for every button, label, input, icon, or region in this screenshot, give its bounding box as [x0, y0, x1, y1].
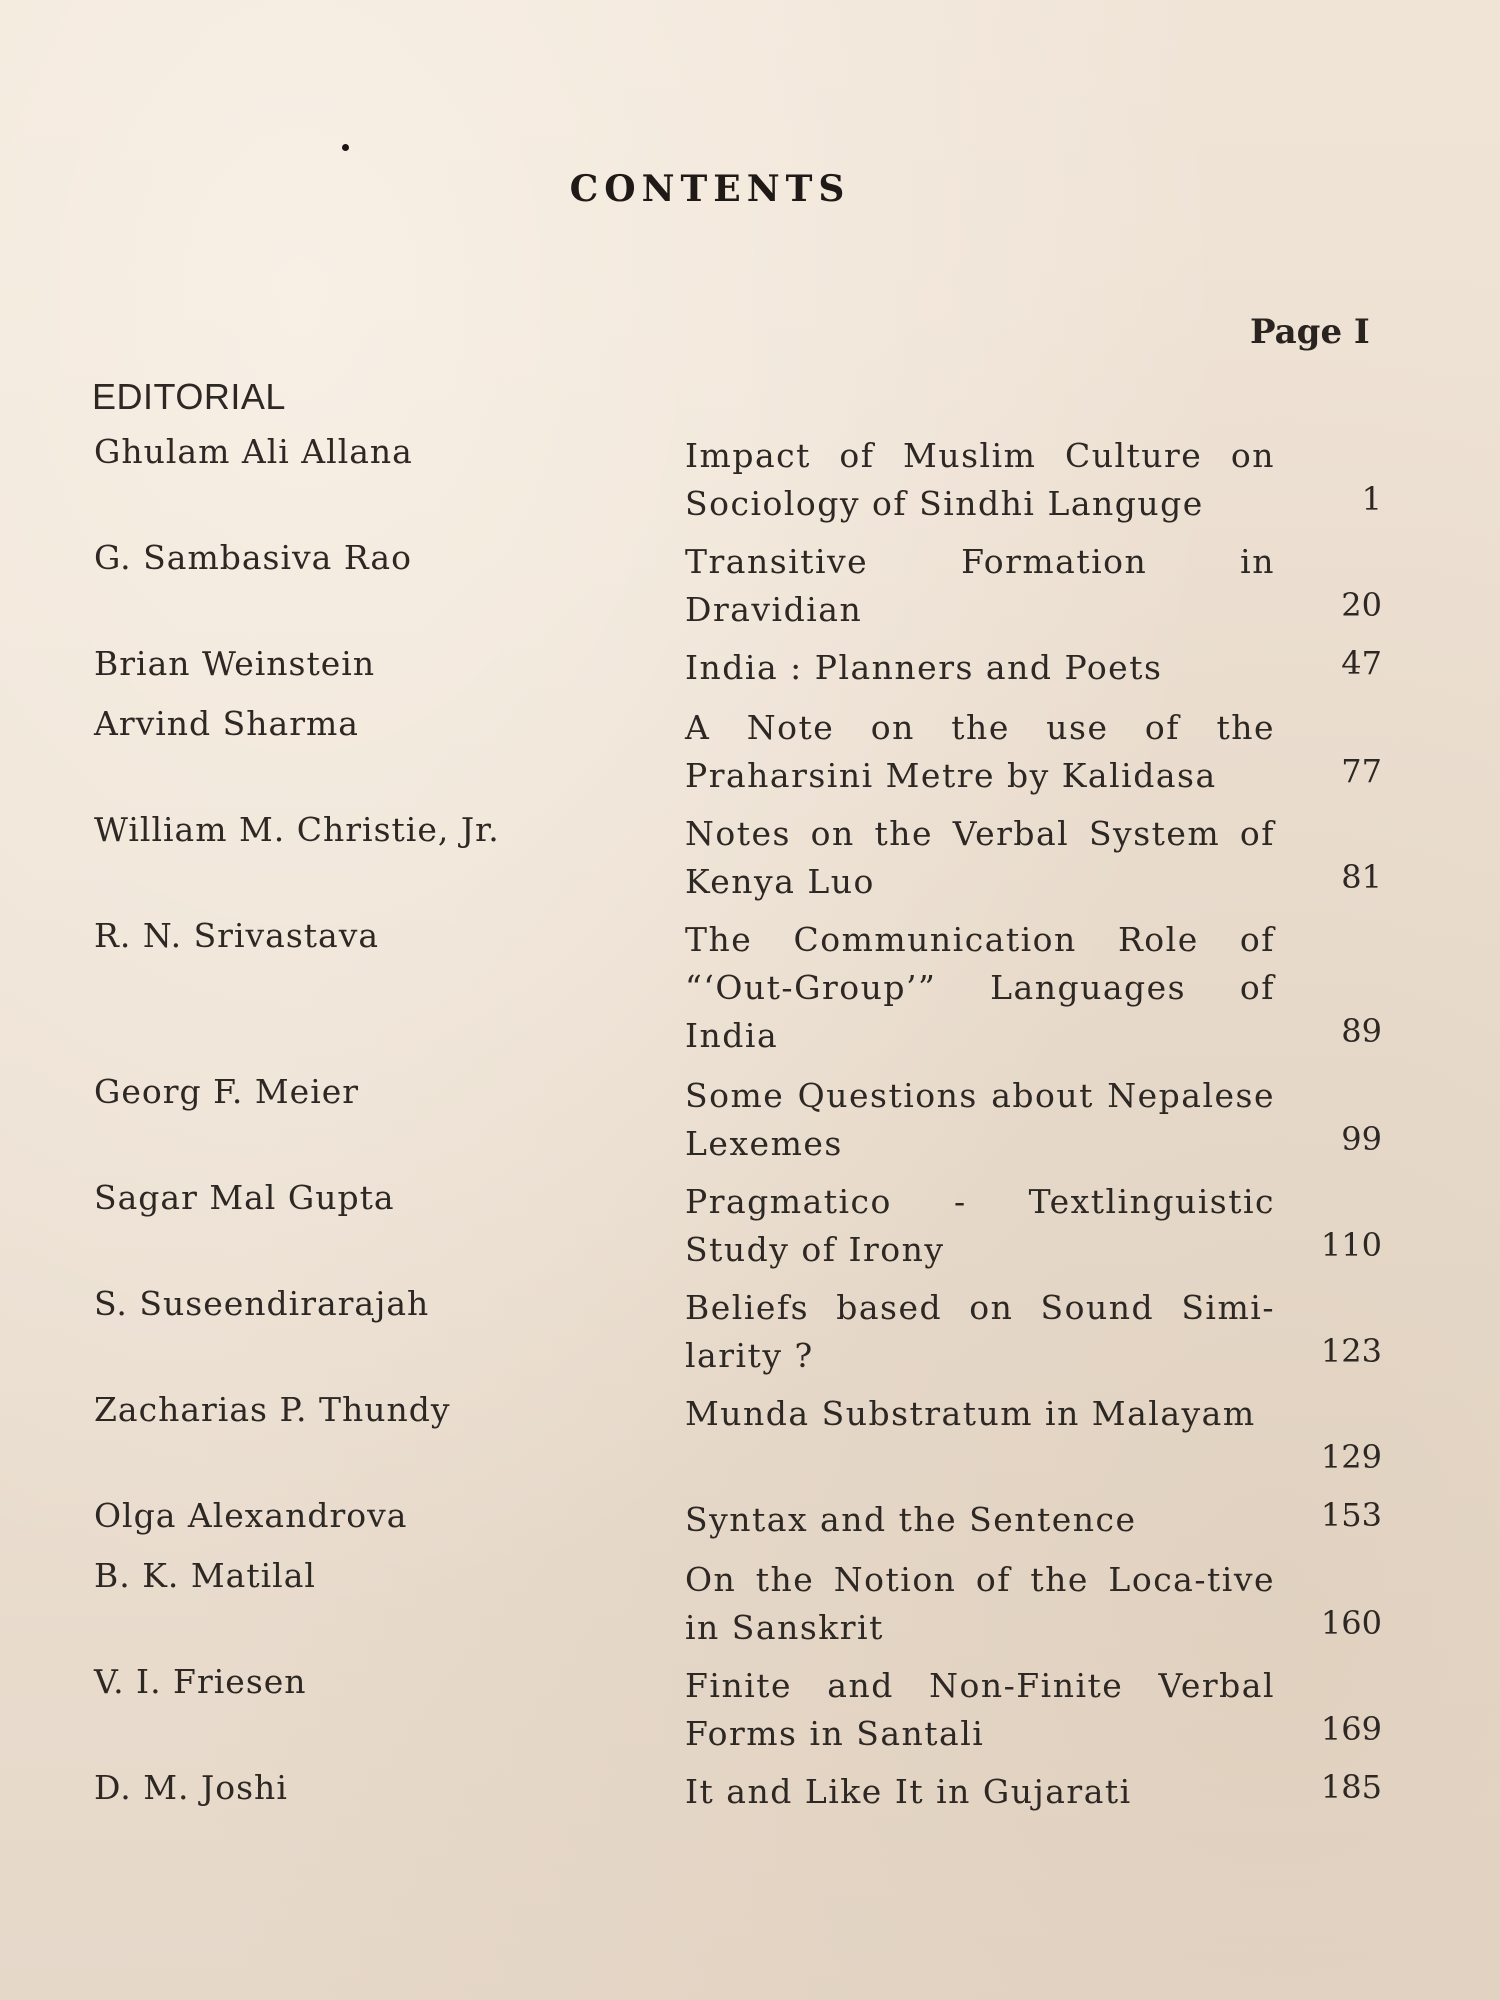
ink-speck-decoration — [342, 144, 349, 151]
contents-entry — [0, 1496, 1500, 1556]
contents-entry — [0, 704, 1500, 810]
contents-entry — [0, 644, 1500, 704]
entry-author: Brian Weinstein — [94, 644, 376, 683]
entry-author: Zacharias P. Thundy — [94, 1390, 451, 1429]
contents-title: CONTENTS — [569, 168, 851, 210]
editorial-heading: EDITORIAL — [92, 376, 286, 417]
entry-article-title: Finite and Non-Finite Verbal Forms in Santali — [685, 1666, 1275, 1753]
entry-page-number: 185 — [1320, 1768, 1382, 1806]
entry-author: Georg F. Meier — [94, 1072, 360, 1111]
entry-author: Ghulam Ali Allana — [94, 432, 413, 471]
entry-page-number: 169 — [1320, 1710, 1382, 1748]
contents-entry — [0, 1284, 1500, 1390]
entry-article-title: Beliefs based on Sound Simi-larity ? — [685, 1288, 1275, 1375]
contents-entry — [0, 810, 1500, 916]
entry-author: R. N. Srivastava — [94, 916, 380, 955]
contents-entry — [0, 538, 1500, 644]
entry-page-number: 47 — [1341, 644, 1382, 682]
entry-article-title: Pragmatico - Textlinguistic Study of Irony — [685, 1182, 1275, 1269]
entry-page-number: 1 — [1361, 480, 1382, 518]
entry-page-number: 20 — [1341, 586, 1382, 624]
entry-article-title: Notes on the Verbal System of Kenya Luo — [685, 814, 1275, 901]
entry-author: Olga Alexandrova — [94, 1496, 408, 1535]
entry-article-title: Munda Substratum in Malayam — [685, 1394, 1256, 1433]
entry-article-title: Syntax and the Sentence — [685, 1500, 1137, 1539]
entry-author: Arvind Sharma — [94, 704, 359, 743]
entry-author: William M. Christie, Jr. — [94, 810, 500, 849]
entry-article-title: On the Notion of the Loca-tive in Sanskrit — [685, 1560, 1275, 1647]
contents-entry — [0, 432, 1500, 538]
entry-article-title: India : Planners and Poets — [685, 648, 1163, 687]
entry-author: S. Suseendirarajah — [94, 1284, 430, 1323]
entry-page-number: 123 — [1320, 1332, 1382, 1370]
page-column-header: Page I — [1250, 312, 1370, 352]
contents-entry — [0, 1768, 1500, 1828]
entry-page-number: 153 — [1320, 1496, 1382, 1534]
entry-page-number: 77 — [1341, 752, 1382, 790]
entry-article-title: A Note on the use of the Praharsini Metre by Kalidasa — [685, 708, 1275, 795]
entry-page-number: 129 — [1320, 1438, 1382, 1476]
entry-article-title: Transitive Formation in Dravidian — [685, 542, 1275, 629]
entry-article-title: Some Questions about Nepalese Lexemes — [685, 1076, 1275, 1163]
contents-entry — [0, 1556, 1500, 1662]
entry-author: B. K. Matilal — [94, 1556, 316, 1595]
entry-author: Sagar Mal Gupta — [94, 1178, 395, 1217]
entry-author: D. M. Joshi — [94, 1768, 288, 1807]
contents-list — [0, 432, 1500, 1828]
entry-page-number: 160 — [1320, 1604, 1382, 1642]
entry-page-number: 110 — [1320, 1226, 1382, 1264]
contents-entry — [0, 1662, 1500, 1768]
contents-entry — [0, 1178, 1500, 1284]
entry-article-title: Impact of Muslim Culture on Sociology of Sindhi Languge — [685, 436, 1275, 523]
entry-article-title: It and Like It in Gujarati — [685, 1772, 1132, 1811]
entry-page-number: 81 — [1341, 858, 1382, 896]
entry-author: G. Sambasiva Rao — [94, 538, 412, 577]
entry-author: V. I. Friesen — [94, 1662, 307, 1701]
entry-page-number: 89 — [1341, 1012, 1382, 1050]
entry-article-title: The Communication Role of “‘Out-Group’” Languages of India — [685, 920, 1275, 1055]
entry-page-number: 99 — [1341, 1120, 1382, 1158]
contents-entry — [0, 1390, 1500, 1496]
contents-entry — [0, 1072, 1500, 1178]
contents-entry — [0, 916, 1500, 1072]
